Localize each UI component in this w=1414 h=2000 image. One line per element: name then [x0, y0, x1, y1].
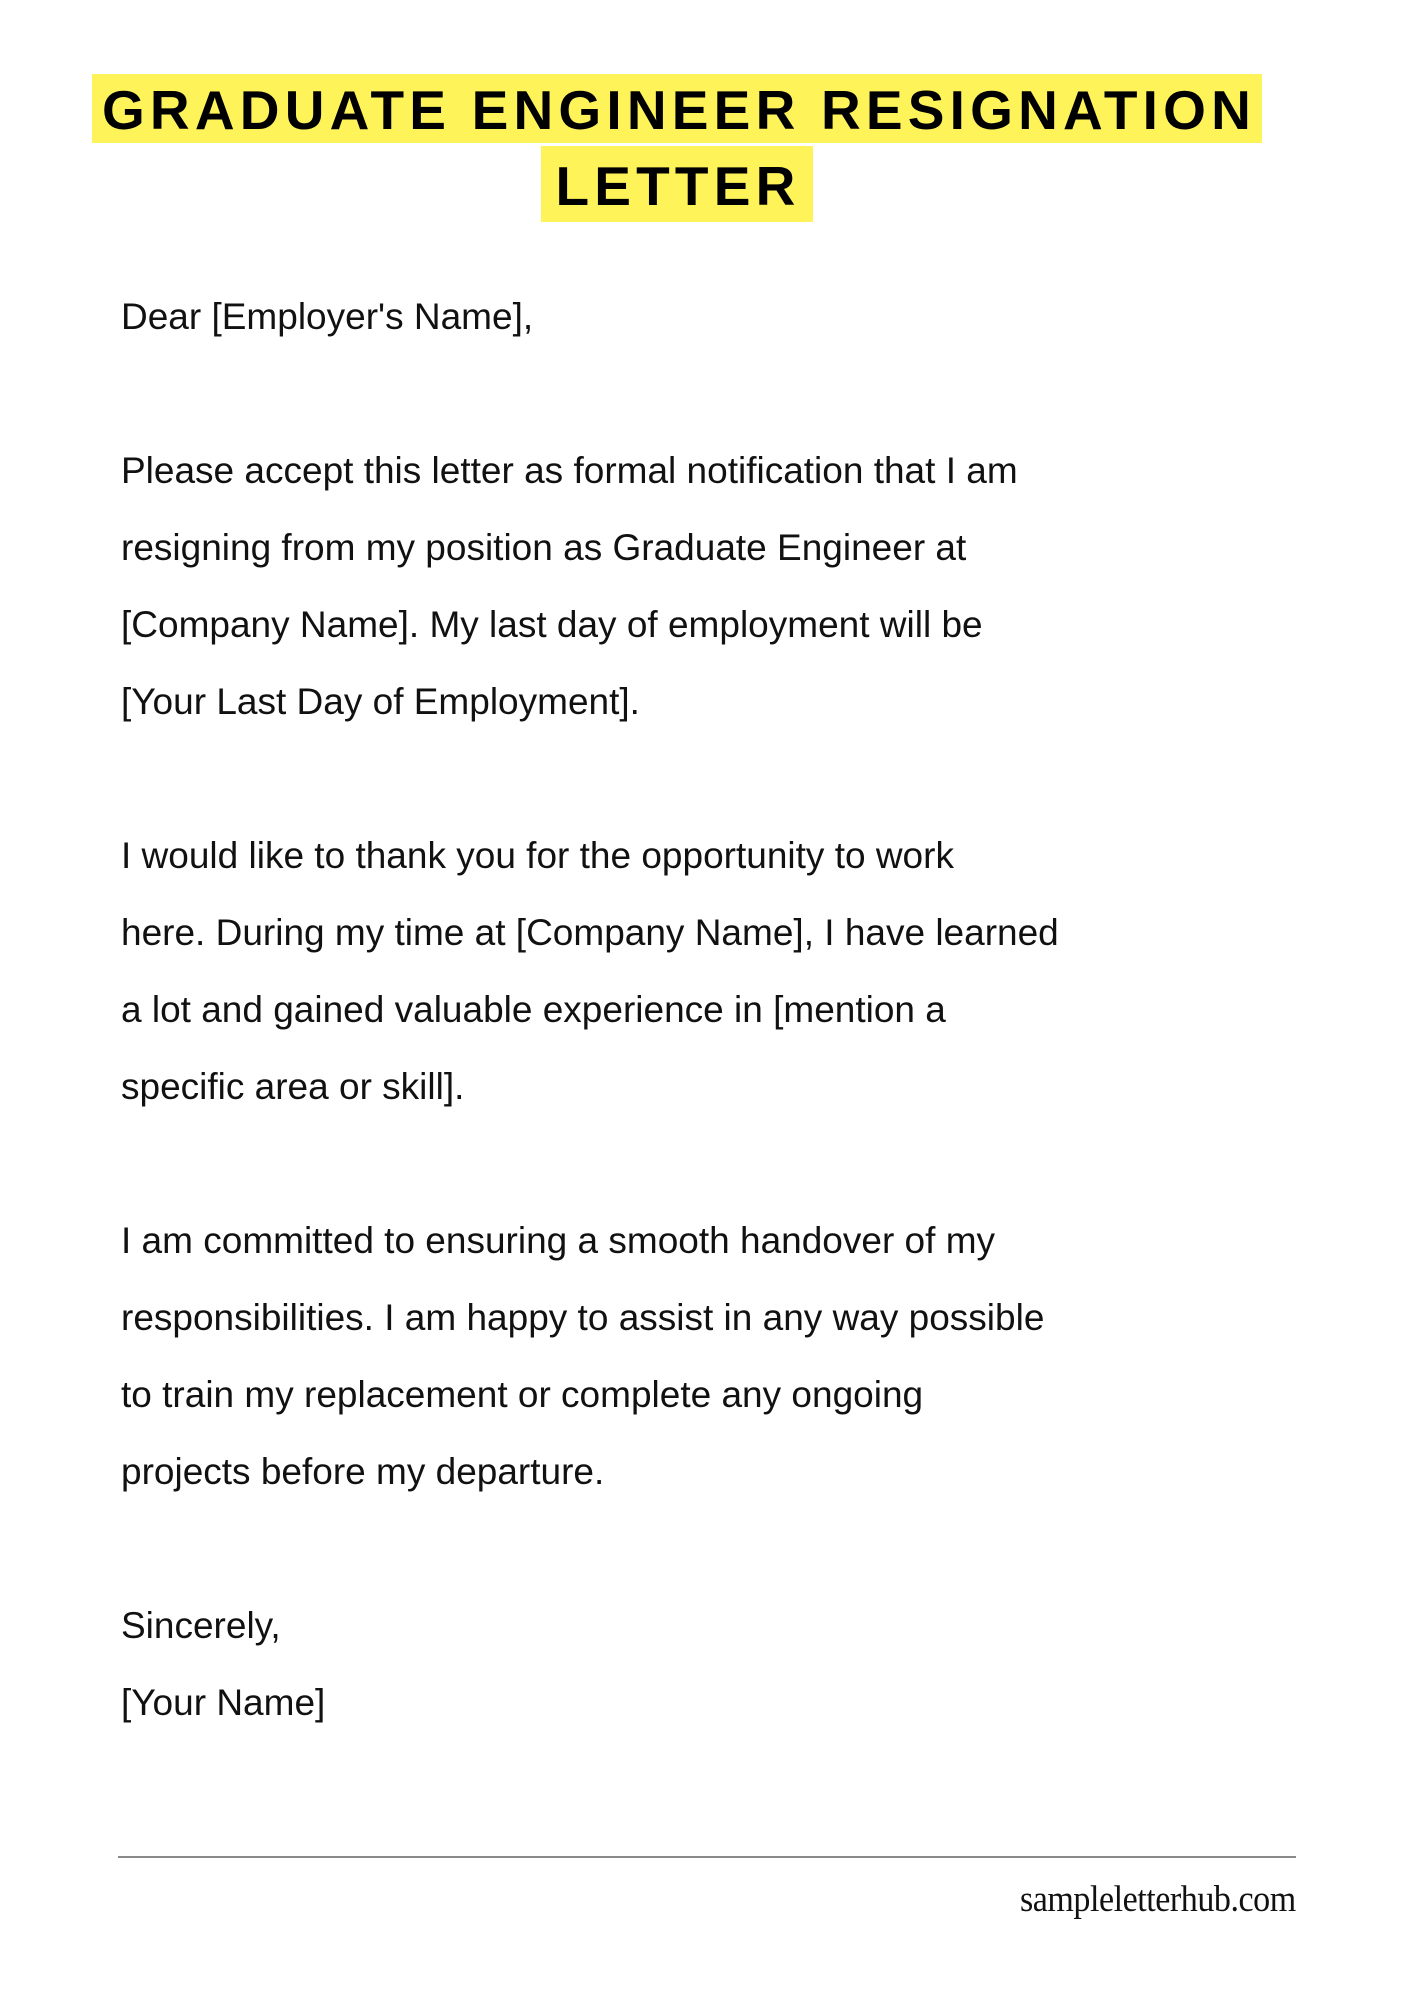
paragraph-spacer: [121, 1510, 1361, 1587]
paragraph-line: projects before my departure.: [121, 1451, 605, 1492]
footer-website: sampleletterhub.com: [1020, 1879, 1296, 1920]
paragraph-line: [Company Name]. My last day of employment will be: [121, 604, 983, 645]
paragraph-2: [121, 817, 1361, 1125]
paragraph-line: responsibilities. I am happy to assist in any way possible: [121, 1297, 1045, 1338]
title-line-1: GRADUATE ENGINEER RESIGNATION: [92, 74, 1262, 143]
paragraph-line: here. During my time at [Company Name], I have learned: [121, 912, 1059, 953]
letter-body: [121, 278, 1361, 1741]
paragraph-spacer: [121, 355, 1361, 432]
paragraph-line: I would like to thank you for the opportunity to work: [121, 835, 954, 876]
paragraph-line: I am committed to ensuring a smooth handover of my: [121, 1220, 996, 1261]
letter-title: [0, 74, 1354, 222]
paragraph-line: Please accept this letter as formal notification that I am: [121, 450, 1018, 491]
paragraph-spacer: [121, 740, 1361, 817]
paragraph-spacer: [121, 1125, 1361, 1202]
paragraph-3: [121, 1202, 1361, 1510]
salutation: Dear [Employer's Name],: [121, 296, 534, 337]
title-line-2: LETTER: [541, 146, 812, 222]
paragraph-1: [121, 432, 1361, 740]
paragraph-line: to train my replacement or complete any ongoing: [121, 1374, 924, 1415]
closing: Sincerely,: [121, 1605, 281, 1646]
signature: [Your Name]: [121, 1682, 326, 1723]
footer-divider: [118, 1856, 1296, 1858]
paragraph-line: resigning from my position as Graduate Engineer at: [121, 527, 967, 568]
paragraph-line: specific area or skill].: [121, 1066, 465, 1107]
paragraph-line: a lot and gained valuable experience in [mention a: [121, 989, 946, 1030]
paragraph-line: [Your Last Day of Employment].: [121, 681, 640, 722]
